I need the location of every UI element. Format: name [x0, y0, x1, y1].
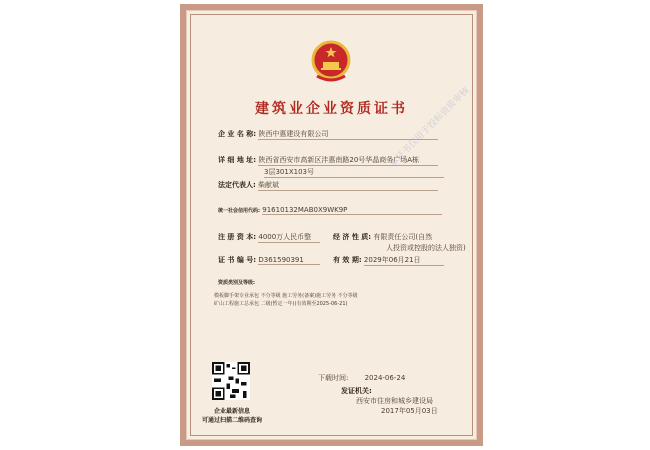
qr-caption-2: 可通过扫描二维码查询	[202, 417, 263, 424]
national-emblem-icon	[311, 40, 351, 82]
legal-rep-label: 法定代表人:	[218, 181, 256, 189]
econ-nature-value1: 有限责任公司(自然	[373, 233, 433, 241]
address-line1: 陕西省西安市高新区沣惠南路20号华晶商务广场A栋	[258, 155, 438, 166]
valid-label: 有 效 期:	[333, 256, 362, 264]
cert-no-label: 证 书 编 号:	[218, 256, 257, 264]
scope-line2: 矿山工程施工总承包 二级(暂定一年)(有效期至2025-06-21)	[214, 301, 348, 307]
issuer-label: 发证机关:	[341, 387, 372, 395]
legal-rep-value: 柴献斌	[258, 180, 438, 191]
scope-line1: 模板脚手架专业承包 不分等级 施工劳务(备案)施工劳务 不分等级	[214, 293, 358, 299]
scope-label: 资质类别及等级:	[218, 280, 256, 286]
watermark-text: 本证书仅用于投标资质审核	[388, 85, 472, 170]
econ-nature-value2: 人投资或控股的法人独资)	[386, 244, 466, 252]
company-value: 陕西中惠建设有限公司	[258, 129, 438, 140]
credit-code-label: 统一社会信用代码:	[218, 208, 261, 214]
qr-caption-1: 企业最新信息	[213, 408, 250, 415]
econ-nature-label: 经 济 性 质:	[333, 233, 372, 241]
print-time-value: 2024-06-24	[364, 374, 406, 382]
print-time-label: 下载时间:	[318, 374, 349, 382]
issue-date: 2017年05月03日	[381, 407, 438, 415]
company-label: 企 业 名 称:	[218, 130, 257, 138]
certificate	[180, 4, 483, 446]
capital-label: 注 册 资 本:	[218, 233, 257, 241]
capital-value: 4000万人民币整	[258, 232, 320, 243]
cert-no-value: D361590391	[258, 256, 320, 265]
address-line2: 3层301X103号	[264, 167, 444, 178]
certificate-title: 建筑业企业资质证书	[255, 101, 408, 117]
credit-code-value: 91610132MAB0X9WK9P	[262, 206, 442, 215]
issuer-value: 西安市住房和城乡建设局	[356, 397, 433, 405]
address-label: 详 细 地 址:	[218, 156, 257, 164]
qr-code-icon	[212, 362, 250, 400]
valid-value: 2029年06月21日	[364, 255, 444, 266]
